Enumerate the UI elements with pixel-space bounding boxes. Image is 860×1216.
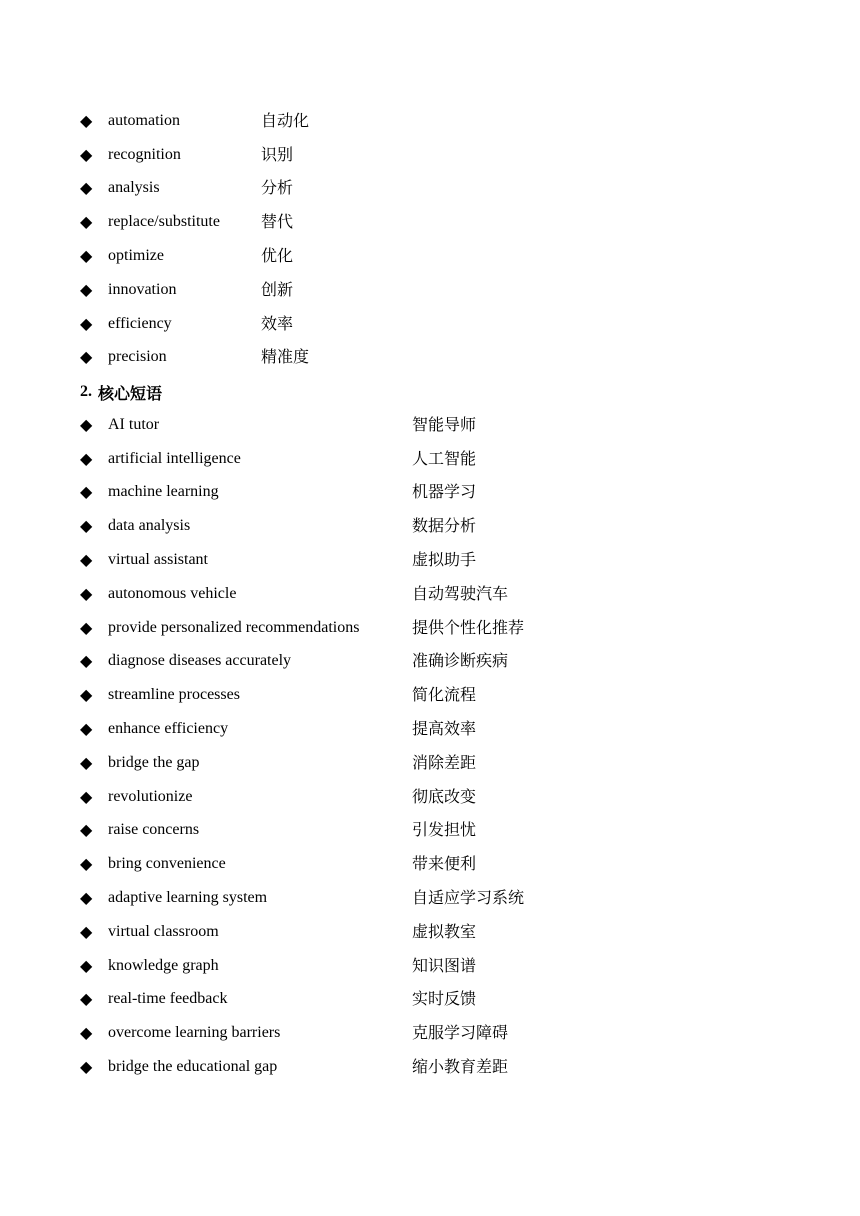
section-heading (80, 378, 162, 406)
vocab-meaning: 自动驾驶汽车 (412, 583, 509, 603)
diamond-bullet-icon: ◆ (80, 854, 93, 874)
vocab-term: real-time feedback (108, 990, 228, 1008)
diamond-bullet-icon: ◆ (80, 212, 93, 232)
diamond-bullet-icon: ◆ (80, 144, 93, 164)
diamond-bullet-icon: ◆ (80, 550, 93, 570)
vocab-term: virtual assistant (108, 551, 208, 569)
vocab-meaning: 替代 (261, 212, 294, 232)
diamond-bullet-icon: ◆ (80, 888, 93, 908)
diamond-bullet-icon: ◆ (80, 1023, 93, 1043)
vocab-term: knowledge graph (108, 956, 219, 974)
vocab-meaning: 机器学习 (412, 482, 477, 502)
diamond-bullet-icon: ◆ (80, 313, 93, 333)
diamond-bullet-icon: ◆ (80, 989, 93, 1009)
vocab-meaning: 分析 (261, 178, 294, 198)
vocab-term: AI tutor (108, 415, 160, 433)
vocab-term: bridge the gap (108, 753, 200, 771)
vocab-item (80, 239, 309, 273)
diamond-bullet-icon: ◆ (80, 719, 93, 739)
diamond-bullet-icon: ◆ (80, 482, 93, 502)
vocab-term: autonomous vehicle (108, 584, 237, 602)
diamond-bullet-icon: ◆ (80, 617, 93, 637)
diamond-bullet-icon: ◆ (80, 110, 93, 130)
vocab-item (80, 476, 524, 510)
diamond-bullet-icon: ◆ (80, 752, 93, 772)
core-words-list (80, 104, 309, 374)
vocab-term: optimize (108, 247, 164, 265)
vocab-term: efficiency (108, 314, 172, 332)
vocab-term: overcome learning barriers (108, 1024, 281, 1042)
vocab-meaning: 缩小教育差距 (412, 1057, 509, 1077)
vocab-meaning: 数据分析 (412, 516, 477, 536)
vocab-meaning: 提供个性化推荐 (412, 617, 525, 637)
vocab-meaning: 自适应学习系统 (412, 888, 525, 908)
vocab-item (80, 104, 309, 138)
vocab-term: analysis (108, 179, 160, 197)
diamond-bullet-icon: ◆ (80, 955, 93, 975)
vocab-item (80, 1016, 524, 1050)
vocab-term: enhance efficiency (108, 720, 229, 738)
diamond-bullet-icon: ◆ (80, 1057, 93, 1077)
vocab-item (80, 341, 309, 375)
vocab-item (80, 983, 524, 1017)
vocab-term: recognition (108, 145, 181, 163)
vocab-meaning: 提高效率 (412, 719, 477, 739)
vocab-item (80, 780, 524, 814)
diamond-bullet-icon: ◆ (80, 279, 93, 299)
vocab-meaning: 克服学习障碍 (412, 1023, 509, 1043)
vocab-item (80, 408, 524, 442)
diamond-bullet-icon: ◆ (80, 685, 93, 705)
diamond-bullet-icon: ◆ (80, 820, 93, 840)
vocab-item (80, 814, 524, 848)
section-title: 核心短语 (98, 383, 163, 403)
vocab-term: bridge the educational gap (108, 1058, 278, 1076)
vocab-item (80, 543, 524, 577)
diamond-bullet-icon: ◆ (80, 516, 93, 536)
vocab-term: artificial intelligence (108, 449, 241, 467)
vocab-meaning: 智能导师 (412, 414, 477, 434)
vocab-meaning: 实时反馈 (412, 989, 477, 1009)
vocab-meaning: 优化 (261, 246, 294, 266)
vocab-term: precision (108, 348, 167, 366)
vocab-item (80, 881, 524, 915)
vocab-item (80, 577, 524, 611)
section-number: 2. (80, 383, 92, 400)
vocab-meaning: 精准度 (261, 347, 310, 367)
diamond-bullet-icon: ◆ (80, 414, 93, 434)
vocab-item (80, 1050, 524, 1084)
vocab-meaning: 自动化 (261, 110, 310, 130)
vocab-item (80, 678, 524, 712)
vocab-meaning: 彻底改变 (412, 786, 477, 806)
vocab-meaning: 知识图谱 (412, 955, 477, 975)
vocab-term: automation (108, 111, 180, 129)
vocab-meaning: 带来便利 (412, 854, 477, 874)
diamond-bullet-icon: ◆ (80, 786, 93, 806)
vocab-item (80, 949, 524, 983)
vocab-term: adaptive learning system (108, 889, 268, 907)
diamond-bullet-icon: ◆ (80, 583, 93, 603)
vocab-term: innovation (108, 280, 177, 298)
vocab-term: streamline processes (108, 686, 240, 704)
vocab-term: raise concerns (108, 821, 200, 839)
diamond-bullet-icon: ◆ (80, 651, 93, 671)
vocab-item (80, 645, 524, 679)
vocab-meaning: 准确诊断疾病 (412, 651, 509, 671)
vocab-item (80, 712, 524, 746)
vocab-item (80, 138, 309, 172)
vocab-meaning: 创新 (261, 279, 294, 299)
vocab-term: data analysis (108, 517, 191, 535)
vocab-item (80, 611, 524, 645)
vocab-term: bring convenience (108, 855, 226, 873)
vocab-item (80, 509, 524, 543)
vocab-meaning: 虚拟助手 (412, 550, 477, 570)
diamond-bullet-icon: ◆ (80, 921, 93, 941)
diamond-bullet-icon: ◆ (80, 246, 93, 266)
vocab-item (80, 915, 524, 949)
diamond-bullet-icon: ◆ (80, 178, 93, 198)
vocab-term: machine learning (108, 483, 219, 501)
vocab-meaning: 人工智能 (412, 448, 477, 468)
vocab-meaning: 消除差距 (412, 752, 477, 772)
vocab-meaning: 识别 (261, 144, 294, 164)
vocab-meaning: 简化流程 (412, 685, 477, 705)
vocab-meaning: 虚拟教室 (412, 921, 477, 941)
vocab-item (80, 172, 309, 206)
vocab-term: revolutionize (108, 787, 193, 805)
vocab-term: provide personalized recommendations (108, 618, 360, 636)
vocab-item (80, 847, 524, 881)
vocab-item (80, 273, 309, 307)
vocab-item (80, 746, 524, 780)
diamond-bullet-icon: ◆ (80, 448, 93, 468)
vocab-term: replace/substitute (108, 213, 220, 231)
vocab-item (80, 307, 309, 341)
vocab-item (80, 205, 309, 239)
vocab-term: virtual classroom (108, 922, 219, 940)
vocab-meaning: 引发担忧 (412, 820, 477, 840)
vocab-term: diagnose diseases accurately (108, 652, 292, 670)
diamond-bullet-icon: ◆ (80, 347, 93, 367)
vocab-meaning: 效率 (261, 313, 294, 333)
core-phrases-list (80, 408, 524, 1084)
vocab-item (80, 442, 524, 476)
